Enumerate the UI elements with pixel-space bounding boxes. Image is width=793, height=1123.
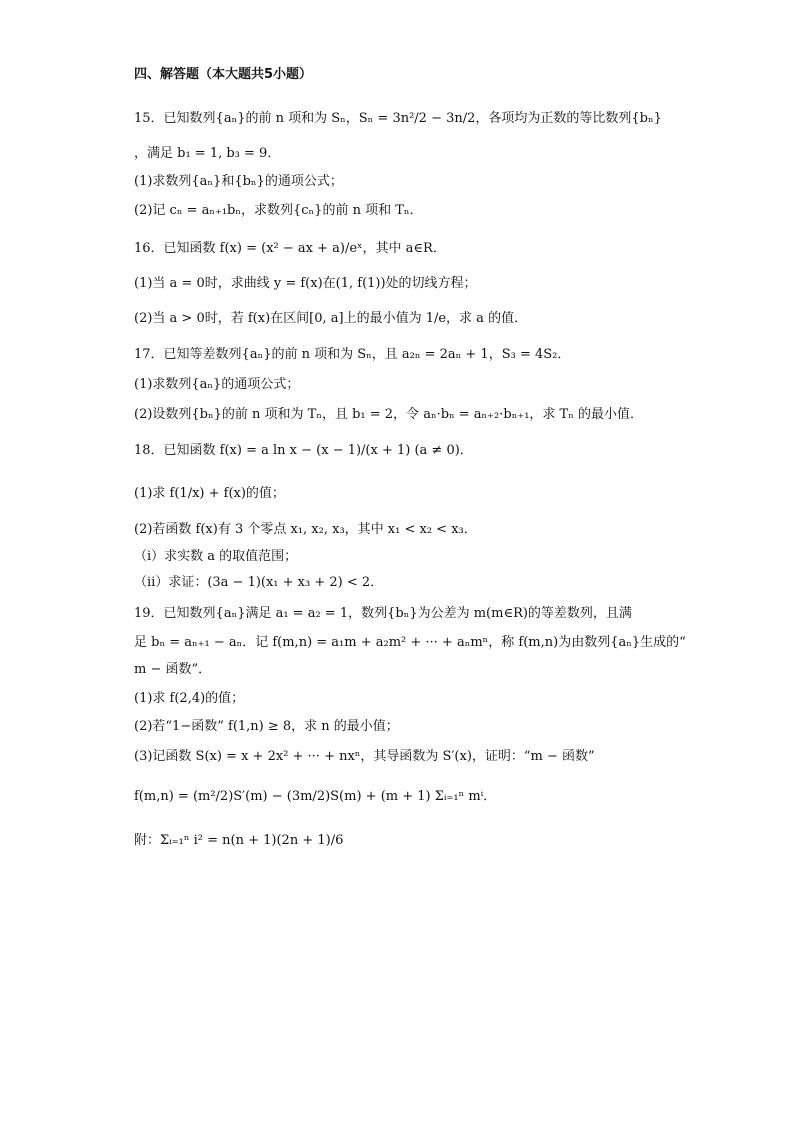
- problem-19-part-2: (2)若“1−函数” f(1,n) ≥ 8，求 n 的最小值；: [134, 719, 399, 734]
- problem-16-part-2: (2)当 a > 0时，若 f(x)在区间[0, a]上的最小值为 1/e，求 a 的值．: [134, 311, 528, 326]
- problem-19-part-3: (3)记函数 S(x) = x + 2x² + ··· + nxⁿ，其导函数为 S′(x)，证明：“m − 函数”: [134, 749, 595, 764]
- problem-19-part-1: (1)求 f(2,4)的值；: [134, 691, 245, 706]
- problem-18-part-2: (2)若函数 f(x)有 3 个零点 x₁, x₂, x₃，其中 x₁ < x₂ < x₃．: [134, 522, 477, 537]
- problem-18-part-1: (1)求 f(1/x) + f(x)的值；: [134, 486, 285, 501]
- problem-18-part-2-ii: （ⅱ）求证：(3a − 1)(x₁ + x₃ + 2) < 2．: [134, 575, 384, 590]
- appendix-formula: 附：Σᵢ₌₁ⁿ i² = n(n + 1)(2n + 1)/6: [134, 833, 344, 848]
- section-title: 四、解答题（本大题共5小题）: [134, 67, 313, 82]
- problem-17-stem: 17．已知等差数列{aₙ}的前 n 项和为 Sₙ，且 a₂ₙ = 2aₙ + 1，S₃ = 4S₂．: [134, 347, 571, 362]
- problem-17-part-2: (2)设数列{bₙ}的前 n 项和为 Tₙ，且 b₁ = 2，令 aₙ·bₙ = aₙ₊₂·bₙ₊₁，求 Tₙ 的最小值．: [134, 407, 643, 422]
- problem-19-identity: f(m,n) = (m²/2)S′(m) − (3m/2)S(m) + (m + 1) Σᵢ₌₁ⁿ mⁱ．: [134, 789, 497, 804]
- problem-16-part-1: (1)当 a = 0时，求曲线 y = f(x)在(1, f(1))处的切线方程；: [134, 276, 477, 291]
- problem-19-stem: 19．已知数列{aₙ}满足 a₁ = a₂ = 1，数列{bₙ}为公差为 m(m∈R)的等差数列，且满: [134, 606, 632, 621]
- problem-17-part-1: (1)求数列{aₙ}的通项公式；: [134, 377, 300, 392]
- problem-16-stem: 16．已知函数 f(x) = (x² − ax + a)/eˣ，其中 a∈R．: [134, 241, 446, 256]
- problem-15-part-1: (1)求数列{aₙ}和{bₙ}的通项公式；: [134, 174, 343, 189]
- problem-15-part-2: (2)记 cₙ = aₙ₊₁bₙ，求数列{cₙ}的前 n 项和 Tₙ．: [134, 203, 423, 218]
- problem-19-definition-end: m − 函数”．: [134, 662, 212, 677]
- problem-15-condition: ，满足 b₁ = 1, b₃ = 9．: [134, 146, 281, 161]
- problem-18-stem: 18．已知函数 f(x) = a ln x − (x − 1)/(x + 1) (a ≠ 0)．: [134, 443, 473, 458]
- problem-19-definition: 足 bₙ = aₙ₊₁ − aₙ．记 f(m,n) = a₁m + a₂m² + ··· + aₙmⁿ，称 f(m,n)为由数列{aₙ}生成的“: [134, 635, 686, 650]
- problem-18-part-2-i: （ⅰ）求实数 a 的取值范围；: [134, 549, 298, 564]
- problem-15-stem: 15．已知数列{aₙ}的前 n 项和为 Sₙ，Sₙ = 3n²/2 − 3n/2，各项均为正数的等比数列{bₙ}: [134, 111, 662, 126]
